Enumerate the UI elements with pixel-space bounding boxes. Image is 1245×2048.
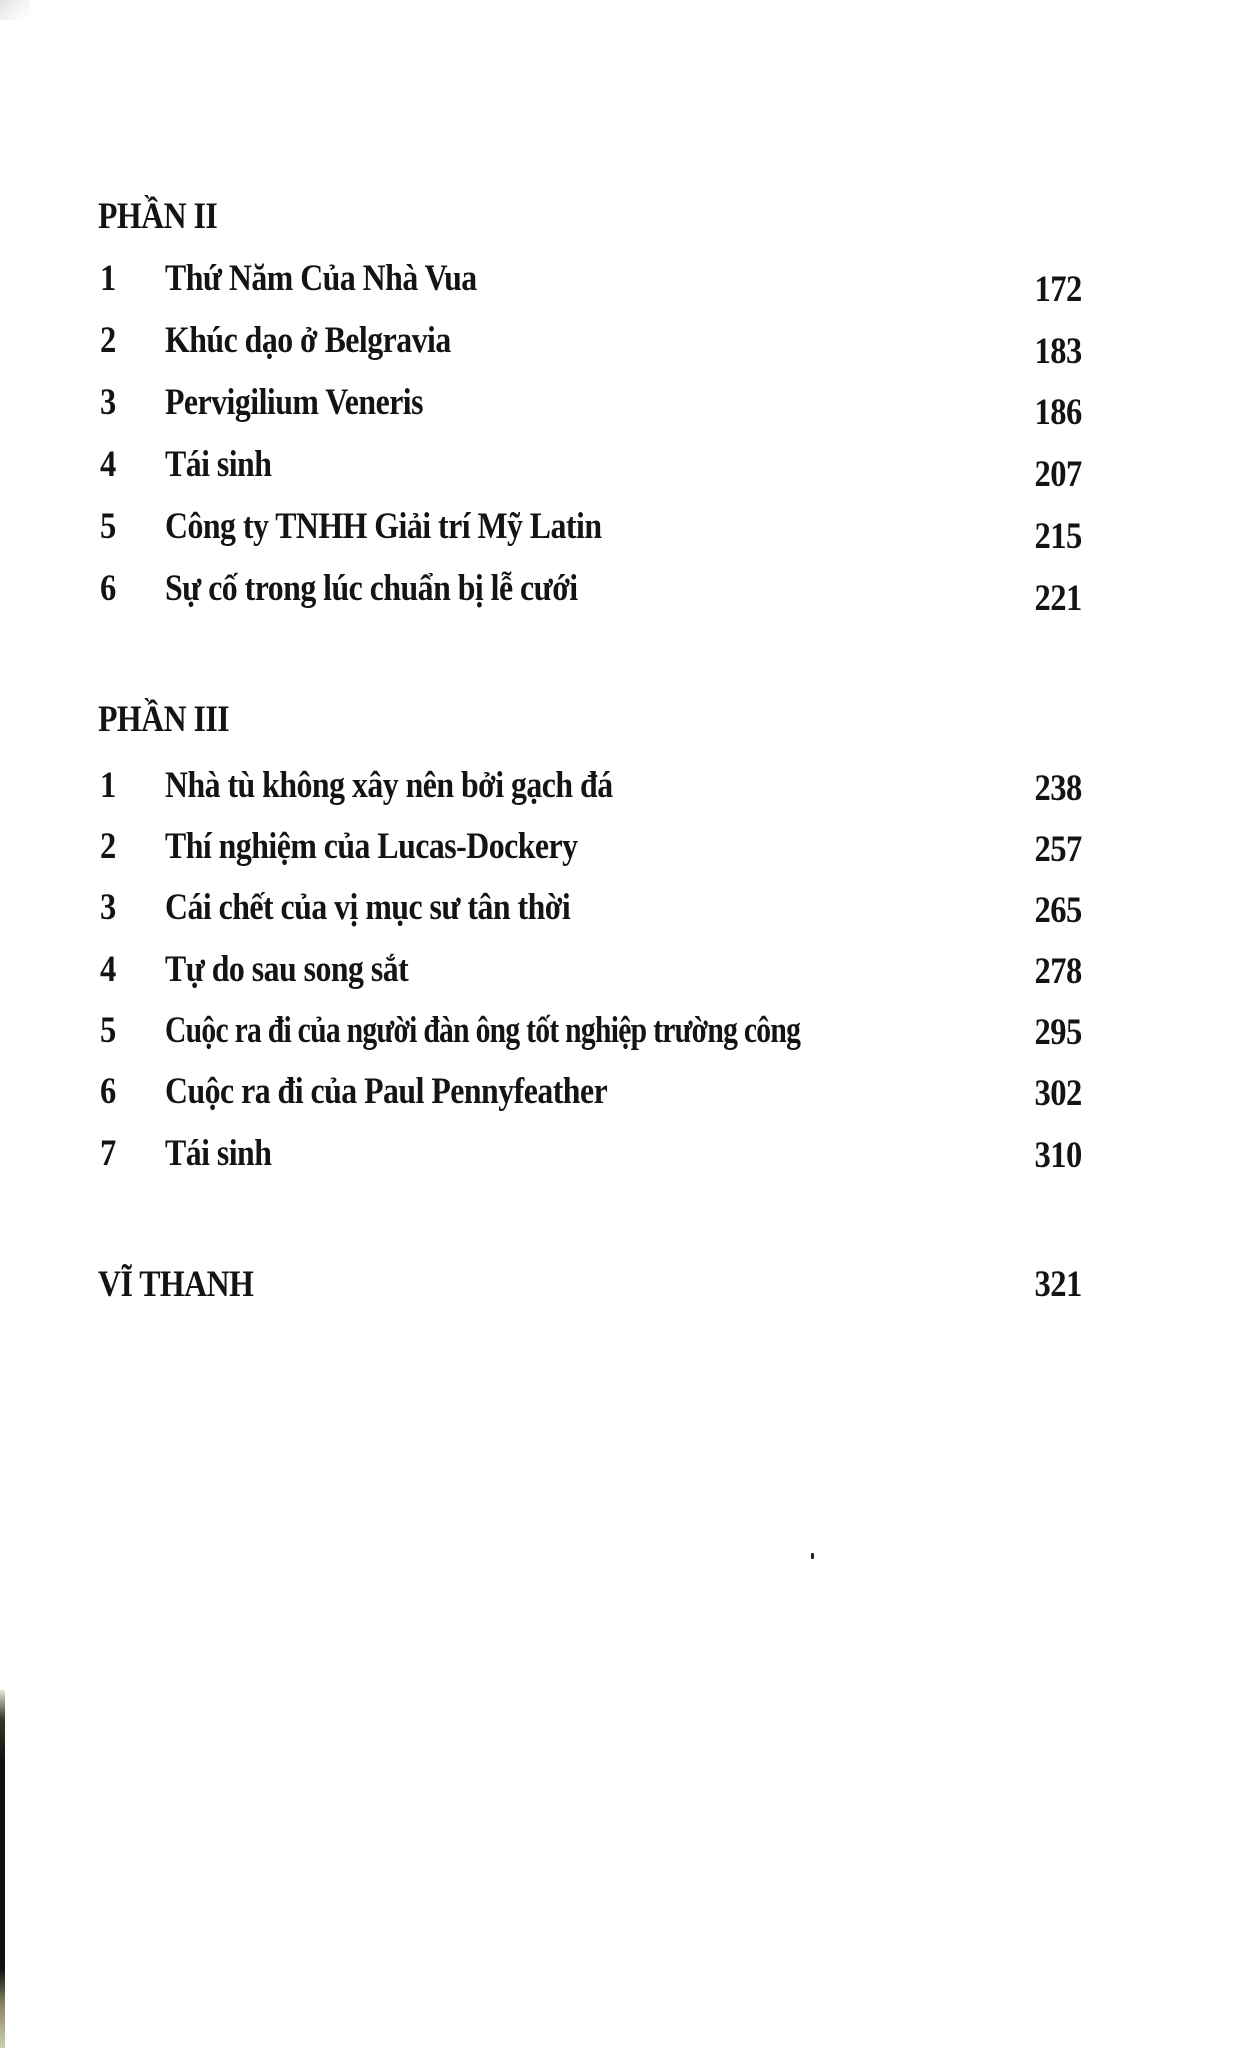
part-heading-label: PHẦN II — [98, 196, 218, 237]
chapter-title: Thứ Năm Của Nhà Vua — [165, 258, 477, 299]
chapter-page: 302 — [1034, 1073, 1082, 1114]
dust-speck — [811, 1553, 814, 1559]
chapter-number: 4 — [100, 949, 116, 990]
chapter-title: Cái chết của vị mục sư tân thời — [165, 887, 571, 928]
chapter-number: 3 — [100, 382, 116, 423]
chapter-number: 1 — [100, 765, 116, 806]
chapter-title: Pervigilium Veneris — [165, 382, 423, 423]
chapter-number: 6 — [100, 568, 116, 609]
chapter-title: Sự cố trong lúc chuẩn bị lễ cưới — [165, 568, 578, 609]
chapter-page: 215 — [1034, 516, 1082, 557]
chapter-page: 265 — [1034, 890, 1082, 931]
chapter-page: 221 — [1034, 578, 1082, 619]
chapter-number: 5 — [100, 506, 116, 547]
chapter-title: Công ty TNHH Giải trí Mỹ Latin — [165, 506, 602, 547]
epilogue-page: 321 — [1034, 1264, 1082, 1305]
chapter-page: 310 — [1034, 1135, 1082, 1176]
chapter-number: 3 — [100, 887, 116, 928]
epilogue-heading: VĨ THANH — [98, 1264, 254, 1305]
chapter-title: Nhà tù không xây nên bởi gạch đá — [165, 765, 613, 806]
chapter-page: 172 — [1034, 269, 1082, 310]
chapter-number: 6 — [100, 1071, 116, 1112]
chapter-page: 183 — [1034, 331, 1082, 372]
chapter-title: Tự do sau song sắt — [165, 949, 409, 990]
chapter-number: 4 — [100, 444, 116, 485]
chapter-page: 295 — [1034, 1012, 1082, 1053]
chapter-page: 186 — [1034, 392, 1082, 433]
chapter-title: Thí nghiệm của Lucas-Dockery — [165, 826, 578, 867]
chapter-page: 257 — [1034, 829, 1082, 870]
chapter-number: 1 — [100, 258, 116, 299]
chapter-title: Tái sinh — [165, 1133, 272, 1174]
chapter-title: Cuộc ra đi của người đàn ông tốt nghiệp trường công — [165, 1010, 801, 1051]
chapter-page: 278 — [1034, 951, 1082, 992]
chapter-page: 207 — [1034, 454, 1082, 495]
chapter-title: Cuộc ra đi của Paul Pennyfeather — [165, 1071, 608, 1112]
chapter-page: 238 — [1034, 768, 1082, 809]
chapter-title: Tái sinh — [165, 444, 272, 485]
chapter-number: 7 — [100, 1133, 116, 1174]
part-heading-label: PHẦN III — [98, 699, 230, 740]
chapter-number: 5 — [100, 1010, 116, 1051]
chapter-number: 2 — [100, 826, 116, 867]
chapter-number: 2 — [100, 320, 116, 361]
chapter-title: Khúc dạo ở Belgravia — [165, 320, 451, 361]
